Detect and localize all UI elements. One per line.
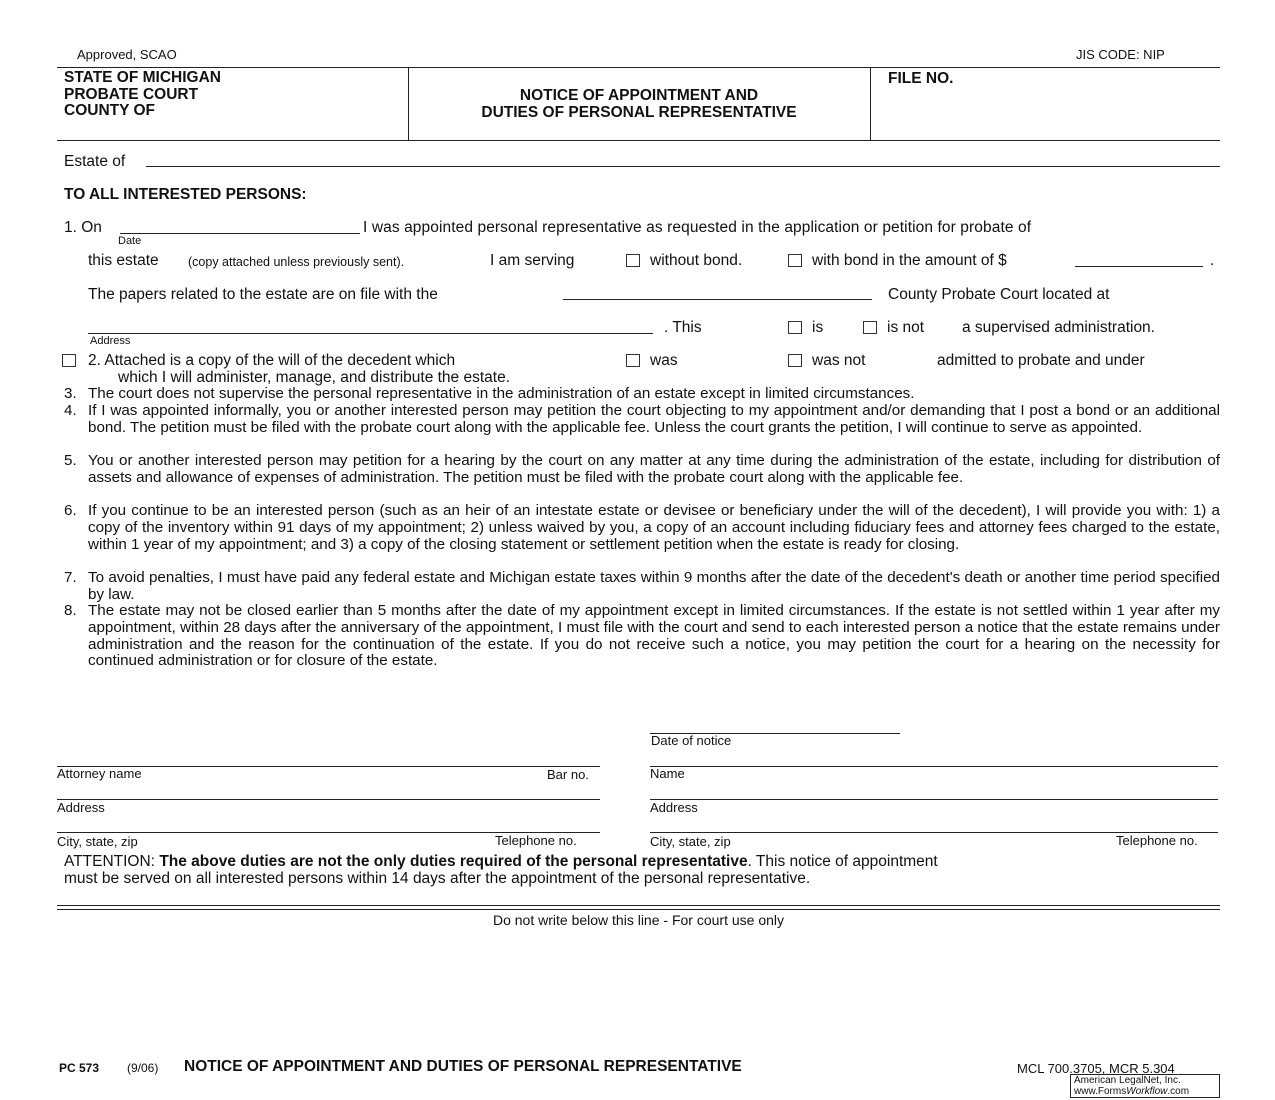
attorney-telephone-label: Telephone no. [495,833,577,848]
url-part-2: Workflow [1126,1085,1168,1097]
was-not-label: was not [812,352,866,369]
court-use-rule-2 [57,909,1220,910]
item-7 [64,570,1220,604]
form-number: PC 573 [59,1061,100,1075]
footer-citation: MCL 700.3705, MCR 5.304 [1017,1061,1175,1076]
is-not-supervised-checkbox[interactable] [863,321,877,334]
is-supervised-checkbox[interactable] [788,321,802,334]
pr-address-label: Address [650,800,698,815]
footer-title: NOTICE OF APPOINTMENT AND DUTIES OF PERSONAL REPRESENTATIVE [184,1058,742,1075]
form-revision: (9/06) [127,1061,159,1075]
attorney-city-label: City, state, zip [57,834,138,849]
attorney-address-line[interactable] [57,799,600,800]
with-bond-label: with bond in the amount of $ [812,252,1007,269]
item-text: You or another interested person may petition for a hearing by the court on any matter at any time during the administration of the estate, including for distribution of assets and allowance of expenses of administration. The petition must be filed with the probate court along with the applicable fee. [88,452,1220,486]
papers-label: The papers related to the estate are on file with the [88,286,438,303]
was-not-admitted-checkbox[interactable] [788,354,802,367]
address-label: Address [90,335,131,347]
attorney-address-label: Address [57,800,105,815]
attention-bold: The above duties are not the only duties required of the personal representative [159,853,748,870]
legalnet-name: American LegalNet, Inc. [1074,1075,1181,1086]
name-label: Name [650,766,685,781]
item-5 [64,453,1220,487]
court-name: PROBATE COURT [64,85,199,103]
item-6 [64,503,1220,553]
form-title-line2: DUTIES OF PERSONAL REPRESENTATIVE [481,103,797,121]
item-text: The court does not supervise the personal representative in the administration of an estate except in limited circumstances. [88,385,915,402]
to-all-heading: TO ALL INTERESTED PERSONS: [64,186,307,203]
item1-this-estate: this estate [88,252,159,269]
will-attached-checkbox[interactable] [62,354,76,367]
header-top-rule [57,67,1220,68]
item-4 [64,403,1220,437]
is-not-label: is not [887,319,925,336]
court-address-line[interactable] [88,333,653,334]
pr-telephone-label: Telephone no. [1116,833,1198,848]
county-label: COUNTY OF [64,102,155,119]
supervised-label: a supervised administration. [962,319,1155,336]
serving-label: I am serving [490,252,575,269]
item-number: 4. [64,402,77,419]
pr-city-label: City, state, zip [650,834,731,849]
header-divider-right [870,67,871,140]
item-text: The estate may not be closed earlier than 5 months after the date of my appointment except in limited circumstances. If the estate is not settled within 1 year after my appointment, within 28 days after the anniversary of the appointment, I must file with the court and send to each interested person a notice that the estate remains under administration and the reason for the continuation of the estate. If you do not receive such a notice, you may petition the court for a hearing on the necessity for continued administration or for closure of the estate. [88,602,1220,670]
was-label: was [650,352,678,369]
item1-text-a: I was appointed personal representative as requested in the application or petition for probate of [363,219,1032,236]
attention-rest2: must be served on all interested persons within 14 days after the appointment of the personal representative. [64,870,811,887]
without-bond-checkbox[interactable] [626,254,640,267]
header-bottom-rule [57,140,1220,141]
date-of-notice-label: Date of notice [651,733,732,748]
item-text: To avoid penalties, I must have paid any federal estate and Michigan estate taxes within 9 months after the date of the decedent's death or another time period specified by law. [88,569,1220,603]
attention-rest1: . This notice of appointment [747,853,938,870]
item2-text-a: 2. Attached is a copy of the will of the decedent which [88,352,456,369]
with-bond-checkbox[interactable] [788,254,802,267]
without-bond-label: without bond. [650,252,743,269]
copy-note: (copy attached unless previously sent). [188,255,405,269]
date-label: Date [118,235,142,247]
estate-of-line[interactable] [146,166,1220,167]
url-part-3: .com [1167,1085,1190,1097]
legalnet-badge [1070,1074,1220,1098]
url-part-1: www.Forms [1074,1085,1127,1097]
attorney-name-label: Attorney name [57,766,142,781]
admitted-label: admitted to probate and under [937,352,1145,369]
court-use-rule-1 [57,905,1220,906]
item2-text-b: which I will administer, manage, and distribute the estate. [118,369,511,386]
item1-on: 1. On [64,219,102,236]
estate-of-label: Estate of [64,153,126,170]
approved-label: Approved, SCAO [77,47,177,62]
bond-amount-line[interactable] [1075,266,1203,267]
bar-no-label: Bar no. [547,767,589,782]
item-3 [64,386,1220,403]
form-title [408,88,870,121]
jis-code-label: JIS CODE: NIP [1076,47,1165,62]
this-label: . This [664,319,702,336]
attention-prefix: ATTENTION: [64,853,155,870]
county-name-line[interactable] [563,299,872,300]
is-label: is [812,319,824,336]
form-title-line1: NOTICE OF APPOINTMENT AND [519,87,759,104]
item-text: If I was appointed informally, you or another interested person may petition the court objecting to my appointment and/or demanding that I post a bond or an additional bond. The petition must be filed with the probate court along with the applicable fee. Unless the court grants the petition, I will continue to serve as appointed. [88,402,1220,436]
item-text: If you continue to be an interested person (such as an heir of an intestate estate or devisee or beneficiary under the will of the decedent), I will provide you with: 1) a copy of the inventory within 91 days of my appointment; 2) unless waived by you, a copy of an account including fiduciary fees and attorney fees charged to the estate, within 1 year of my appointment; and 3) a copy of the closing statement or settlement petition when the estate is ready for closing. [88,502,1220,553]
attention-block [64,853,938,887]
was-admitted-checkbox[interactable] [626,354,640,367]
file-no-label: FILE NO. [888,70,954,87]
item-number: 8. [64,602,77,619]
county-court-label: County Probate Court located at [888,286,1110,303]
item-number: 3. [64,385,77,402]
state-name: STATE OF MICHIGAN [64,69,221,86]
item-8 [64,603,1220,670]
name-line[interactable] [650,766,1218,767]
court-block [64,70,221,120]
item-number: 5. [64,452,77,469]
item-number: 7. [64,569,77,586]
appointment-date-line[interactable] [120,233,360,234]
item-number: 6. [64,502,77,519]
file-no-field[interactable] [880,92,1214,134]
bond-period: . [1210,252,1215,269]
pr-address-line[interactable] [650,799,1218,800]
court-use-label: Do not write below this line - For court use only [492,912,784,928]
legalnet-url [1074,1087,1216,1098]
